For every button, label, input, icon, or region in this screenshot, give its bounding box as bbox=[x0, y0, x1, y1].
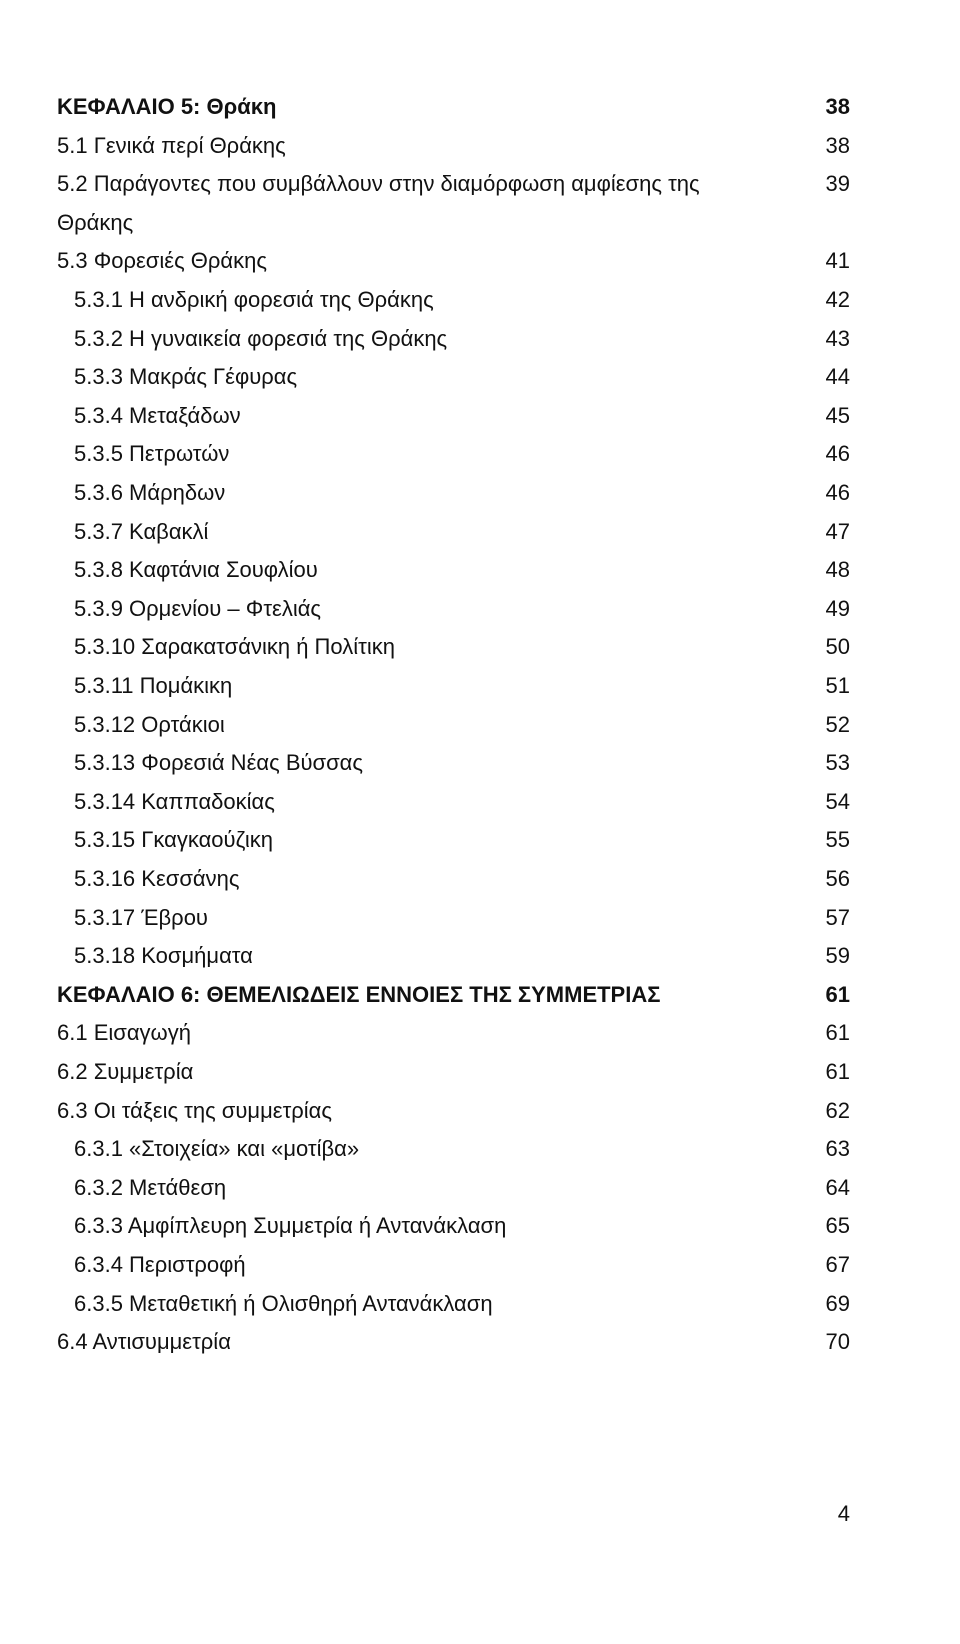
toc-entry-title: ΚΕΦΑΛΑΙΟ 5: Θράκη bbox=[57, 94, 277, 119]
toc-entry-row bbox=[0, 1322, 960, 1362]
toc-entry-title: 5.3.9 Ορμενίου – Φτελιάς bbox=[74, 595, 322, 621]
toc-entry-row bbox=[0, 705, 960, 745]
toc-entry-page: 62 bbox=[825, 1097, 850, 1123]
toc-entry-row bbox=[0, 1284, 960, 1324]
toc-entry-title: 6.3.2 Μετάθεση bbox=[74, 1174, 227, 1200]
toc-entry-page: 55 bbox=[825, 827, 850, 853]
toc-entry-page: 39 bbox=[825, 171, 850, 197]
toc-entry-row bbox=[0, 550, 960, 590]
toc-entry-row bbox=[0, 1052, 960, 1092]
toc-entry-title: 5.3.8 Καφτάνια Σουφλίου bbox=[74, 557, 318, 583]
toc-entry-title: 5.3 Φορεσιές Θράκης bbox=[57, 248, 267, 274]
toc-entry-page: 47 bbox=[825, 518, 850, 544]
toc-entry-page: 49 bbox=[825, 595, 850, 621]
toc-entry-title: 5.3.10 Σαρακατσάνικη ή Πολίτικη bbox=[74, 634, 395, 660]
toc-entry-title: 5.3.18 Κοσμήματα bbox=[74, 943, 253, 969]
toc-entry-row bbox=[0, 1129, 960, 1169]
toc-entry-row bbox=[0, 936, 960, 976]
toc-entry-title: 5.3.16 Κεσσάνης bbox=[74, 866, 240, 891]
toc-entry-page: 38 bbox=[825, 132, 850, 158]
toc-entry-page: 46 bbox=[825, 441, 850, 467]
toc-entry-title: 5.3.14 Καππαδοκίας bbox=[74, 788, 275, 814]
toc-entry-title: 5.3.15 Γκαγκαούζικη bbox=[74, 827, 273, 853]
toc-entry-title: 6.1 Εισαγωγή bbox=[57, 1020, 191, 1046]
toc-entry-title: 5.3.17 Έβρου bbox=[74, 904, 208, 930]
toc-entry-page: 53 bbox=[825, 750, 850, 776]
toc-entry-title: 5.3.2 Η γυναικεία φορεσιά της Θράκης bbox=[74, 325, 448, 351]
toc-entry-page: 45 bbox=[825, 402, 850, 428]
toc-entry-page: 63 bbox=[825, 1136, 850, 1162]
toc-entry-page: 52 bbox=[825, 711, 850, 737]
toc-entry-page: 61 bbox=[825, 1020, 850, 1046]
toc-entry-title: 5.3.7 Καβακλί bbox=[74, 518, 209, 544]
toc-entry-page: 59 bbox=[825, 943, 850, 969]
toc-entry-row bbox=[0, 319, 960, 359]
toc-entry-title: 5.3.6 Μάρηδων bbox=[74, 480, 226, 505]
toc-entry-row bbox=[0, 203, 960, 243]
toc-entry-page: 43 bbox=[825, 325, 850, 351]
toc-entry-row bbox=[0, 589, 960, 629]
toc-entry-row bbox=[0, 1245, 960, 1285]
toc-entry-title: 5.3.1 Η ανδρική φορεσιά της Θράκης bbox=[74, 287, 434, 312]
toc-entry-row bbox=[0, 280, 960, 320]
toc-entry-title: 6.2 Συμμετρία bbox=[57, 1059, 194, 1084]
toc-entry-page: 67 bbox=[825, 1252, 850, 1277]
toc-entry-row bbox=[0, 743, 960, 783]
toc-entry-row bbox=[0, 1091, 960, 1131]
toc-entry-title: 5.3.12 Ορτάκιοι bbox=[74, 711, 225, 737]
toc-entry-row bbox=[0, 666, 960, 706]
toc-entry-page: 64 bbox=[825, 1174, 850, 1200]
toc-entry-title: 5.3.5 Πετρωτών bbox=[74, 441, 230, 467]
toc-entry-row bbox=[0, 512, 960, 552]
toc-entry-page: 42 bbox=[825, 287, 850, 312]
toc-entry-title: 5.2 Παράγοντες που συμβάλλουν στην διαμόρφωση αμφίεσης της bbox=[57, 171, 700, 197]
toc-entry-page: 56 bbox=[825, 866, 850, 891]
page-number: 4 bbox=[837, 1501, 850, 1526]
toc-entry-page: 54 bbox=[825, 788, 850, 814]
toc-entry-title: 6.3.1 «Στοιχεία» και «μοτίβα» bbox=[74, 1136, 360, 1162]
toc-entry-page: 50 bbox=[825, 634, 850, 660]
toc-entry-title: 5.1 Γενικά περί Θράκης bbox=[57, 132, 286, 158]
toc-entry-title: 5.3.4 Μεταξάδων bbox=[74, 402, 241, 428]
toc-entry-title: 6.3.3 Αμφίπλευρη Συμμετρία ή Αντανάκλαση bbox=[74, 1213, 507, 1239]
toc-entry-page: 46 bbox=[825, 480, 850, 505]
toc-entry-title: Θράκης bbox=[57, 209, 134, 235]
toc-entry-row bbox=[0, 1013, 960, 1053]
toc-entry-page: 57 bbox=[825, 904, 850, 930]
toc-entry-row bbox=[0, 473, 960, 513]
toc-entry-page: 70 bbox=[825, 1329, 850, 1355]
toc-entry-title: 5.3.3 Μακράς Γέφυρας bbox=[74, 364, 298, 390]
toc-entry-row bbox=[0, 357, 960, 397]
toc-entry-page: 44 bbox=[825, 364, 850, 390]
toc-entry-row bbox=[0, 820, 960, 860]
toc-entry-title: 5.3.13 Φορεσιά Νέας Βύσσας bbox=[74, 750, 363, 776]
toc-entry-row bbox=[0, 396, 960, 436]
toc-entry-row bbox=[0, 898, 960, 938]
toc-entry-title: 6.3.4 Περιστροφή bbox=[74, 1252, 246, 1277]
toc-entry-title: 5.3.11 Πομάκικη bbox=[74, 673, 233, 698]
toc-entry-page: 41 bbox=[825, 248, 850, 274]
toc-entry-row bbox=[0, 126, 960, 166]
toc-entry-page: 69 bbox=[825, 1290, 850, 1316]
toc-entry-row bbox=[0, 1168, 960, 1208]
toc-entry-title: ΚΕΦΑΛΑΙΟ 6: ΘΕΜΕΛΙΩΔΕΙΣ ΕΝΝΟΙΕΣ ΤΗΣ ΣΥΜΜΕΤΡΙΑΣ bbox=[57, 981, 661, 1007]
toc-entry-title: 6.3 Οι τάξεις της συμμετρίας bbox=[57, 1097, 332, 1123]
toc-chapter-row bbox=[0, 975, 960, 1015]
toc-entry-row bbox=[0, 164, 960, 204]
toc-entry-page: 38 bbox=[825, 94, 850, 119]
toc-entry-row bbox=[0, 1206, 960, 1246]
toc-entry-row bbox=[0, 241, 960, 281]
toc-entry-title: 6.4 Αντισυμμετρία bbox=[57, 1329, 231, 1355]
toc-entry-page: 51 bbox=[825, 673, 850, 698]
toc-entry-page: 61 bbox=[825, 981, 850, 1007]
toc-entry-row bbox=[0, 782, 960, 822]
toc-entry-title: 6.3.5 Μεταθετική ή Ολισθηρή Αντανάκλαση bbox=[74, 1290, 493, 1316]
toc-entry-row bbox=[0, 627, 960, 667]
toc-chapter-row bbox=[0, 87, 960, 127]
toc-entry-page: 65 bbox=[825, 1213, 850, 1239]
toc-entry-page: 48 bbox=[825, 557, 850, 583]
toc-entry-row bbox=[0, 434, 960, 474]
toc-entry-page: 61 bbox=[825, 1059, 850, 1084]
toc-entry-row bbox=[0, 859, 960, 899]
